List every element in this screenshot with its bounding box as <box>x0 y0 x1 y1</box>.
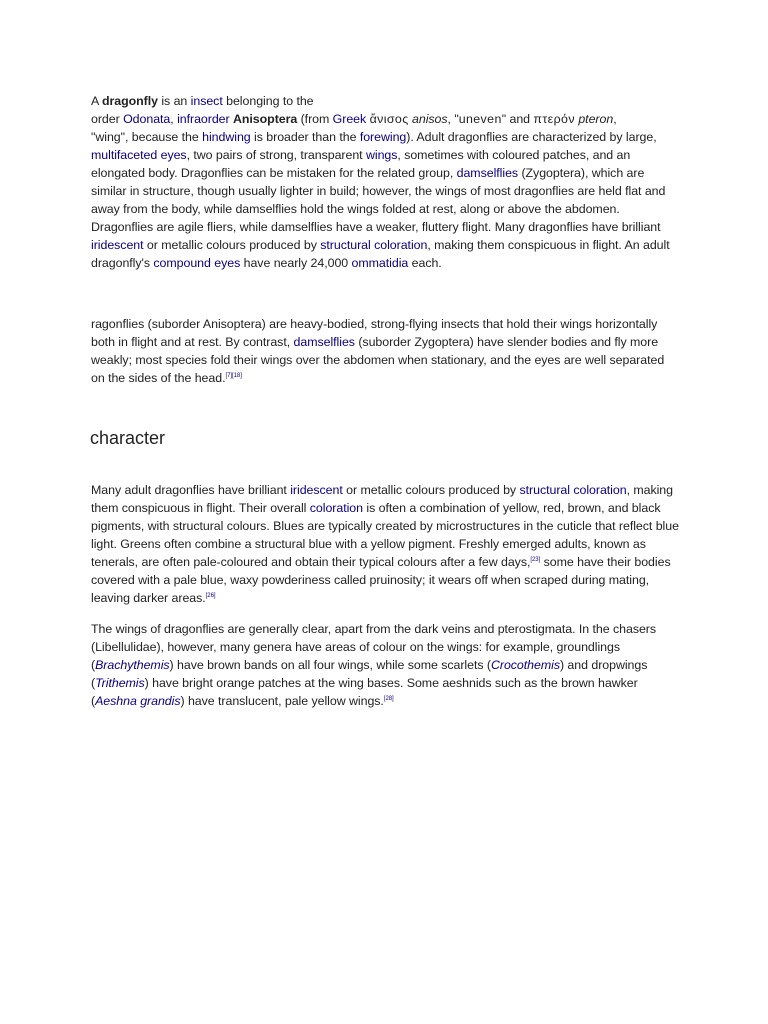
text: order <box>91 112 124 126</box>
paragraph-anisoptera <box>91 315 681 387</box>
text: some have their bodies covered with a pale blue, waxy powderiness called pruinosity; it wears off when scraped during mating, leaving darker areas. <box>91 555 671 605</box>
text: belonging to the <box>222 94 314 108</box>
link-brachythemis[interactable]: Brachythemis <box>95 658 170 672</box>
text: is broader than the <box>250 130 360 144</box>
greek-word-anisos: ἄνισος <box>369 112 409 126</box>
link-hindwing[interactable]: hindwing <box>202 130 251 144</box>
transliteration-pteron: pteron <box>578 112 614 126</box>
citation-link[interactable]: [23] <box>530 557 541 563</box>
link-trithemis[interactable]: Trithemis <box>95 676 145 690</box>
text: ) have bright orange patches at the wing bases. Some aeshnids such as the brown hawker ( <box>91 676 638 708</box>
link-structural-coloration[interactable]: structural coloration <box>519 483 627 497</box>
text: (suborder Zygoptera) have slender bodies and fly more weakly; most species fold their wings over the abdomen when stationary, and the eyes are well separated on the sides of the head. <box>91 335 665 385</box>
paragraph-coloration <box>91 481 681 607</box>
text: is often a combination of yellow, red, brown, and black pigments, with structural colours. Blues are typically created by microstructures in the cuticle that reflect blue light. Greens often combine a structural blue with a yellow pigment. Freshly emerged adults, known as tenerals, are often pale-coloured and obtain their typical colours after a few days, <box>91 501 679 569</box>
gloss-uneven: uneven <box>458 112 502 126</box>
text: "wing", because the <box>91 130 203 144</box>
link-forewing[interactable]: forewing <box>359 130 407 144</box>
link-damselflies[interactable]: damselflies <box>293 335 355 349</box>
transliteration-anisos: anisos <box>412 112 448 126</box>
text: " and <box>501 112 534 126</box>
text: ). Adult dragonflies are characterized by large, <box>406 130 657 144</box>
text: The wings of dragonflies are generally clear, apart from the dark veins and pterostigmata. In the chasers (Libellulidae), however, many genera have areas of colour on the wings: for example, groundlings ( <box>91 622 657 672</box>
citation-link[interactable]: [18] <box>232 373 242 379</box>
link-insect[interactable]: insect <box>190 94 223 108</box>
text: ) have translucent, pale yellow wings. <box>180 694 384 708</box>
text: , making them conspicuous in flight. An adult dragonfly's <box>91 238 670 270</box>
text: , two pairs of strong, transparent <box>186 148 366 162</box>
greek-word-pteron: πτερόν <box>533 112 575 126</box>
link-wings[interactable]: wings <box>365 148 398 162</box>
text: have nearly 24,000 <box>240 256 352 270</box>
text: A <box>91 94 102 108</box>
text: ) have brown bands on all four wings, while some scarlets ( <box>169 658 491 672</box>
link-compound-eyes[interactable]: compound eyes <box>153 256 241 270</box>
link-ommatidia[interactable]: ommatidia <box>351 256 409 270</box>
text: , " <box>447 112 459 126</box>
term-anisoptera: Anisoptera <box>233 112 298 126</box>
link-infraorder[interactable]: infraorder <box>177 112 230 126</box>
text: ragonflies (suborder Anisoptera) are heavy-bodied, strong-flying insects that hold their wings horizontally both in flight and at rest. By contrast, <box>91 317 658 349</box>
citation-link[interactable]: [28] <box>383 696 394 702</box>
link-multifaceted-eyes[interactable]: multifaceted eyes <box>91 148 187 162</box>
link-iridescent[interactable]: iridescent <box>290 483 343 497</box>
text: ) and dropwings ( <box>91 658 648 690</box>
link-greek[interactable]: Greek <box>332 112 367 126</box>
text: Many adult dragonflies have brilliant <box>91 483 291 497</box>
text: (Zygoptera), which are similar in structure, though usually lighter in build; however, the wings of most dragonflies are held flat and away from the body, while damselflies hold the wings folded at rest, along or above the abdomen. Dragonflies are agile fliers, while damselflies have a weaker, fluttery flight. Many dragonflies have brilliant <box>91 166 666 234</box>
text: is an <box>157 94 191 108</box>
paragraph-intro <box>91 92 681 272</box>
text: , <box>170 112 178 126</box>
text: , <box>613 112 617 126</box>
link-iridescent[interactable]: iridescent <box>91 238 144 252</box>
text: , making them conspicuous in flight. Their overall <box>91 483 673 515</box>
link-crocothemis[interactable]: Crocothemis <box>490 658 560 672</box>
text: or metallic colours produced by <box>143 238 321 252</box>
link-odonata[interactable]: Odonata <box>123 112 171 126</box>
link-aeshna-grandis[interactable]: Aeshna grandis <box>95 694 181 708</box>
link-structural-coloration[interactable]: structural coloration <box>320 238 428 252</box>
section-heading: character <box>90 428 166 448</box>
citation-link[interactable]: [7] <box>225 373 232 379</box>
link-coloration[interactable]: coloration <box>309 501 363 515</box>
paragraph-wings <box>91 620 681 710</box>
term-dragonfly: dragonfly <box>101 94 158 108</box>
citation-link[interactable]: [26] <box>205 593 216 599</box>
text: , sometimes with coloured patches, and an elongated body. Dragonflies can be mistaken for the related group, <box>91 148 631 180</box>
text: or metallic colours produced by <box>342 483 520 497</box>
text: (from <box>297 112 333 126</box>
text: each. <box>408 256 442 270</box>
link-damselflies[interactable]: damselflies <box>456 166 519 180</box>
